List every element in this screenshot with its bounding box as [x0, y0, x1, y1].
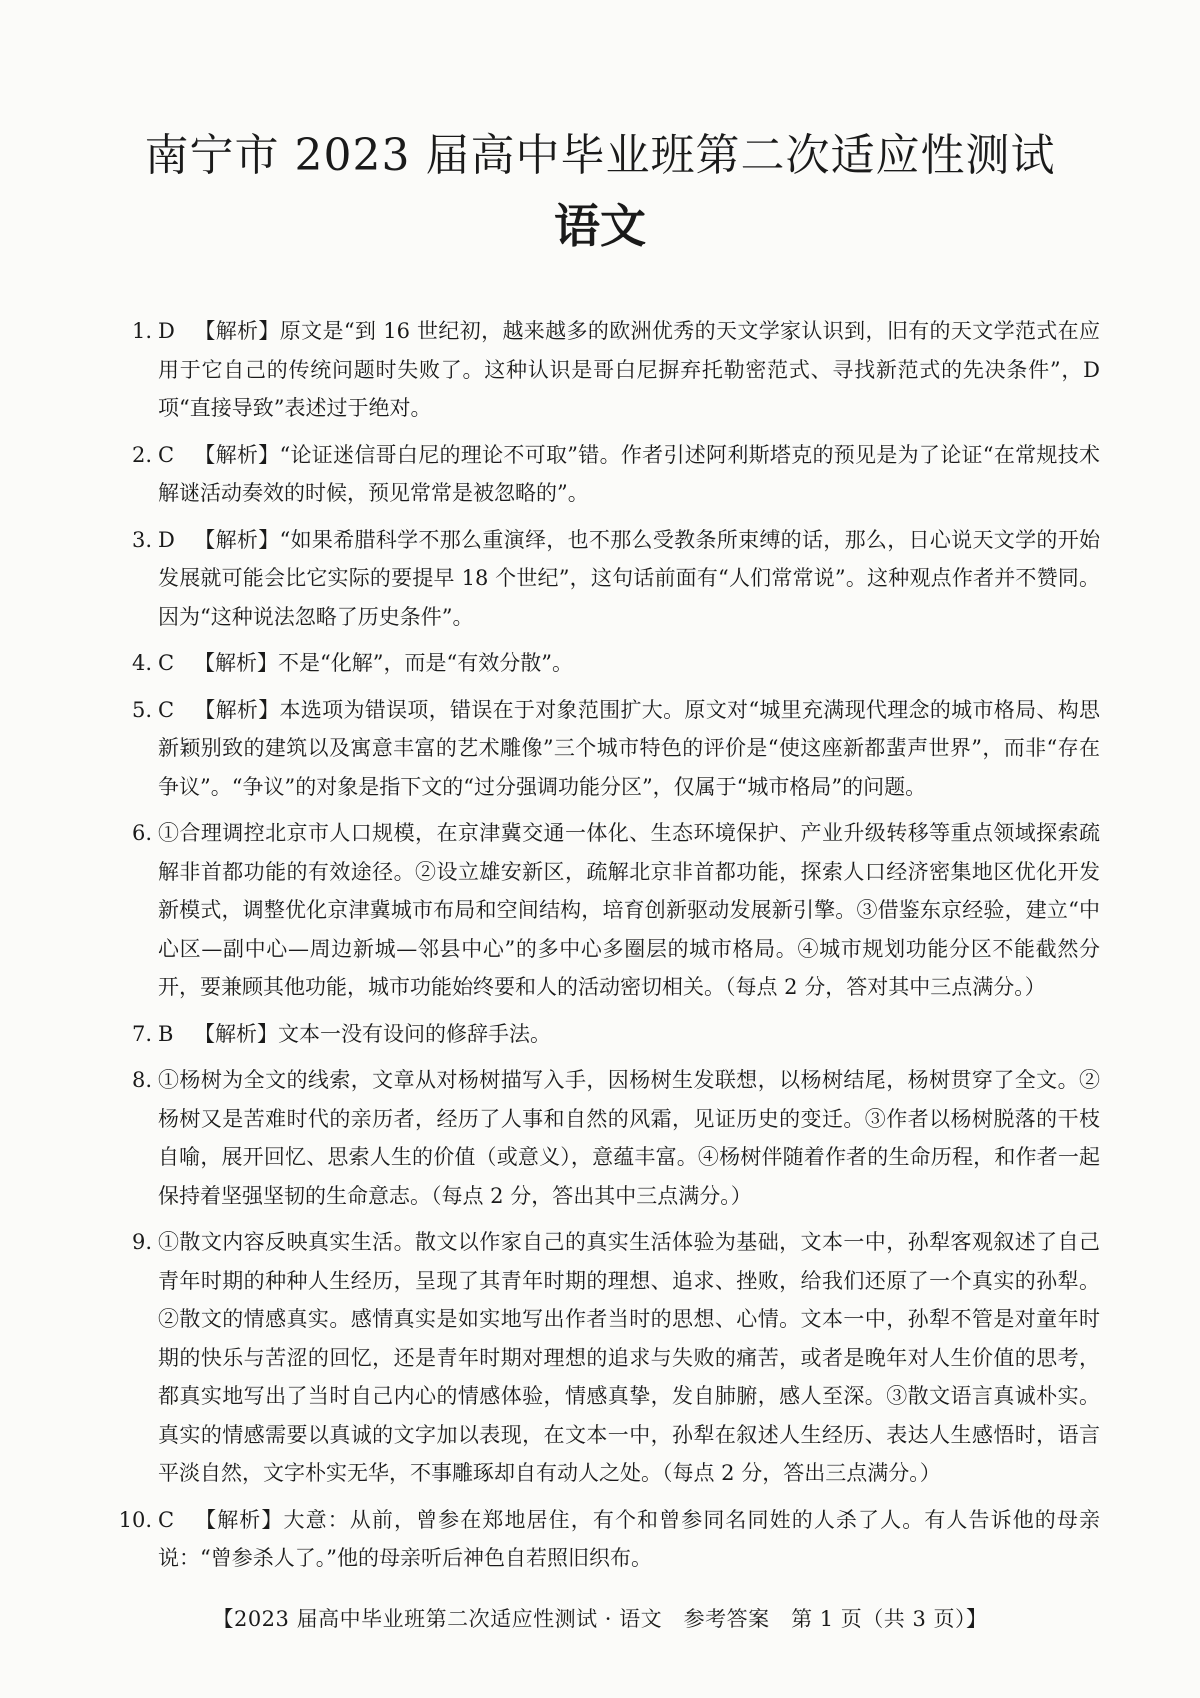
answer-content [158, 691, 1100, 807]
answer-item [112, 1501, 1100, 1578]
answer-choice: C [158, 651, 175, 675]
answer-text: 【解析】“论证迷信哥白尼的理论不可取”错。作者引述阿利斯塔克的预见是为了论证“在常规技术解谜活动奏效的时候，预见常常是被忽略的”。 [158, 442, 1100, 505]
answer-item [112, 1223, 1100, 1493]
answer-text: 【解析】本选项为错误项，错误在于对象范围扩大。原文对“城里充满现代理念的城市格局、构思新颖别致的建筑以及寓意丰富的艺术雕像”三个城市特色的评价是“使这座新都蜚声世界”，而非“存在争议”。“争议”的对象是指下文的“过分强调功能分区”，仅属于“城市格局”的问题。 [158, 697, 1100, 799]
answer-content [158, 1015, 1100, 1054]
answer-content [158, 1501, 1100, 1578]
answer-choice: C [158, 697, 175, 722]
answer-choice: D [158, 527, 175, 552]
answer-item [112, 1061, 1100, 1215]
answer-text: ①合理调控北京市人口规模，在京津冀交通一体化、生态环境保护、产业升级转移等重点领域探索疏解非首都功能的有效途径。②设立雄安新区，疏解北京非首都功能，探索人口经济密集地区优化开发新模式，调整优化京津冀城市布局和空间结构，培育创新驱动发展新引擎。③借鉴东京经验，建立“中心区—副中心—周边新城—邻县中心”的多中心多圈层的城市格局。④城市规划功能分区不能截然分开，要兼顾其他功能，城市功能始终要和人的活动密切相关。（每点 2 分，答对其中三点满分。） [158, 821, 1100, 999]
answer-item [112, 312, 1100, 428]
page-title: 南宁市 2023 届高中毕业班第二次适应性测试 [144, 130, 1056, 181]
answer-content [158, 436, 1100, 513]
answer-item [112, 644, 1100, 683]
subject-title: 语文 [554, 199, 646, 253]
answer-list [112, 312, 1100, 1586]
answer-number: 10. [118, 1507, 152, 1532]
answer-choice: D [158, 319, 175, 343]
answer-number: 2. [131, 442, 152, 467]
answer-text: ①散文内容反映真实生活。散文以作家自己的真实生活体验为基础，文本一中，孙犁客观叙述了自己青年时期的种种人生经历，呈现了其青年时期的理想、追求、挫败，给我们还原了一个真实的孙犁。②散文的情感真实。感情真实是如实地写出作者当时的思想、心情。文本一中，孙犁不管是对童年时期的快乐与苦涩的回忆，还是青年时期对理想的追求与失败的痛苦，或者是晚年对人生价值的思考，都真实地写出了当时自己内心的情感体验，情感真挚，发自肺腑，感人至深。③散文语言真诚朴实。真实的情感需要以真诚的文字加以表现，在文本一中，孙犁在叙述人生经历、表达人生感悟时，语言平淡自然，文字朴实无华，不事雕琢却自有动人之处。（每点 2 分，答出三点满分。） [158, 1230, 1100, 1485]
answer-text: 【解析】文本一没有设问的修辞手法。 [194, 1021, 551, 1046]
answer-content [158, 644, 1100, 683]
answer-number: 4. [131, 651, 152, 675]
answer-number: 8. [131, 1068, 152, 1092]
answer-number: 7. [131, 1021, 152, 1046]
answer-number: 5. [131, 697, 152, 722]
answer-content [158, 1061, 1100, 1215]
answer-number: 1. [131, 319, 152, 343]
answer-text: ①杨树为全文的线索，文章从对杨树描写入手，因杨树生发联想，以杨树结尾，杨树贯穿了全文。②杨树又是苦难时代的亲历者，经历了人事和自然的风霜，见证历史的变迁。③作者以杨树脱落的干枝自喻，展开回忆、思索人生的价值（或意义），意蕴丰富。④杨树伴随着作者的生命历程，和作者一起保持着坚强坚韧的生命意志。（每点 2 分，答出其中三点满分。） [158, 1068, 1100, 1208]
answer-text: 【解析】大意：从前，曾参在郑地居住，有个和曾参同名同姓的人杀了人。有人告诉他的母亲说：“曾参杀人了。”他的母亲听后神色自若照旧织布。 [158, 1507, 1100, 1570]
answer-text: 【解析】不是“化解”，而是“有效分散”。 [194, 651, 573, 675]
answer-content [158, 521, 1100, 637]
page-footer: 【2023 届高中毕业班第二次适应性测试 · 语文 参考答案 第 1 页（共 3 页）】 [212, 1607, 988, 1631]
answer-item [112, 691, 1100, 807]
answer-choice: C [158, 442, 175, 467]
answer-text: 【解析】原文是“到 16 世纪初，越来越多的欧洲优秀的天文学家认识到，旧有的天文学范式在应用于它自己的传统问题时失败了。这种认识是哥白尼摒弃托勒密范式、寻找新范式的先决条件”，D 项“直接导致”表述过于绝对。 [158, 319, 1100, 420]
answer-number: 6. [131, 821, 152, 845]
answer-number: 3. [131, 527, 152, 552]
answer-number: 9. [131, 1230, 152, 1254]
answer-item [112, 814, 1100, 1007]
answer-choice: B [158, 1021, 174, 1046]
answer-item [112, 436, 1100, 513]
answer-text: 【解析】“如果希腊科学不那么重演绎，也不那么受教条所束缚的话，那么，日心说天文学的开始发展就可能会比它实际的要提早 18 个世纪”，这句话前面有“人们常常说”。这种观点作者并不赞同。因为“这种说法忽略了历史条件”。 [158, 527, 1100, 629]
answer-item [112, 1015, 1100, 1054]
answer-content [158, 814, 1100, 1007]
answer-item [112, 521, 1100, 637]
answer-content [158, 1223, 1100, 1493]
answer-choice: C [158, 1507, 175, 1532]
answer-content [158, 312, 1100, 428]
